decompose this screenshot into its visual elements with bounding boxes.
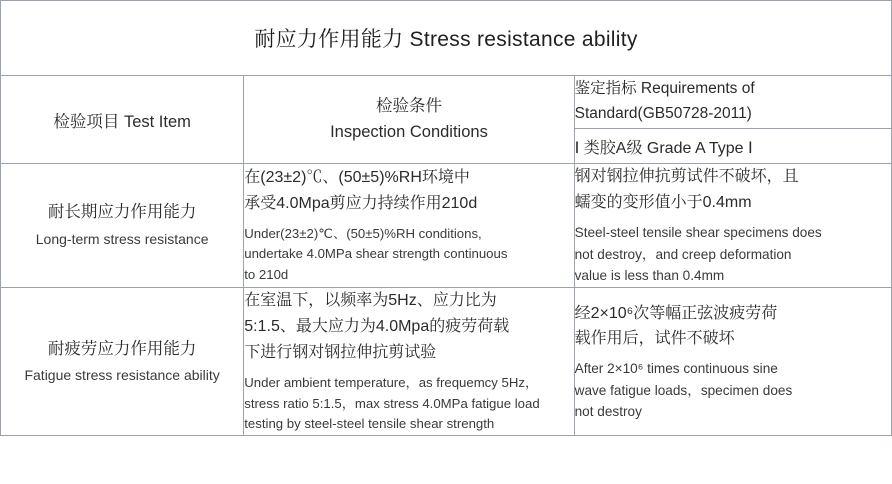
row-1-condition-en-line-1: Under(23±2)℃、(50±5)%RH conditions, — [244, 225, 482, 241]
page-title: 耐应力作用能力 Stress resistance ability — [1, 1, 892, 76]
row-2-result-cn-line-2: 载作用后，试件不破坏 — [574, 330, 735, 348]
header-inspection-conditions-en: Inspection Conditions — [330, 122, 488, 141]
row-1-inspection-conditions — [244, 164, 574, 288]
row-1-result-en-line-1: Steel-steel tensile shear specimens does — [574, 225, 822, 241]
header-test-item: 检验项目 Test Item — [1, 76, 244, 164]
row-1-result-cn-line-1: 钢对钢拉伸抗剪试件不破坏，且 — [574, 168, 799, 186]
row-1-test-item-cn: 耐长期应力作用能力 — [47, 203, 197, 222]
row-2-condition-cn-line-3: 下进行钢对钢拉伸抗剪试验 — [244, 343, 437, 361]
row-1-result-en-line-2: not destroy，and creep deformation — [574, 246, 792, 262]
row-2-condition-en-line-3: testing by steel-steel tensile shear strength — [244, 416, 495, 432]
row-1-condition-en-line-2: undertake 4.0MPa shear strength continuous — [244, 246, 508, 262]
row-2-test-item — [1, 288, 244, 436]
table-row — [1, 288, 892, 436]
header-requirements — [574, 76, 891, 129]
row-1-result-en-line-3: value is less than 0.4mm — [574, 268, 725, 284]
header-requirements-line1: 鉴定指标 Requirements of — [574, 80, 755, 98]
row-2-condition-cn-line-2: 5:1.5、最大应力为4.0Mpa的疲劳荷载 — [244, 317, 510, 335]
row-2-requirements — [574, 288, 891, 436]
row-1-requirements — [574, 164, 891, 288]
row-2-result-en-line-2: wave fatigue loads，specimen does — [574, 382, 793, 398]
header-grade: Ⅰ 类胶A级 Grade A Type Ⅰ — [574, 129, 891, 164]
row-2-test-item-cn: 耐疲劳应力作用能力 — [47, 339, 197, 358]
header-requirements-line2: Standard(GB50728-2011) — [574, 105, 752, 122]
table-row-title — [1, 1, 892, 76]
row-1-test-item — [1, 164, 244, 288]
row-1-condition-cn-line-2: 承受4.0Mpa剪应力持续作用210d — [244, 194, 478, 212]
row-1-result-cn-line-2: 蠕变的变形值小于0.4mm — [574, 194, 752, 212]
table-row-header — [1, 76, 892, 129]
row-2-condition-cn-line-1: 在室温下，以频率为5Hz、应力比为 — [244, 292, 497, 309]
row-2-result-en-line-1: After 2×10⁶ times continuous sine — [574, 361, 778, 377]
row-1-test-item-en: Long-term stress resistance — [35, 230, 209, 247]
header-inspection-conditions-cn: 检验条件 — [375, 96, 442, 115]
row-2-result-en-line-3: not destroy — [574, 404, 642, 420]
header-inspection-conditions — [244, 76, 574, 164]
row-2-condition-en-line-2: stress ratio 5:1.5，max stress 4.0MPa fatigue load — [244, 395, 540, 411]
row-2-inspection-conditions — [244, 288, 574, 436]
row-2-condition-en-line-1: Under ambient temperature，as frequemcy 5Hz， — [244, 374, 539, 390]
table-row — [1, 164, 892, 288]
row-1-condition-en-line-3: to 210d — [244, 267, 289, 283]
row-2-result-cn-line-1: 经2×10⁶次等幅正弦波疲劳荷 — [574, 304, 778, 322]
row-1-condition-cn-line-1: 在(23±2)℃、(50±5)%RH环境中 — [244, 168, 470, 186]
row-2-test-item-en: Fatigue stress resistance ability — [24, 367, 220, 384]
